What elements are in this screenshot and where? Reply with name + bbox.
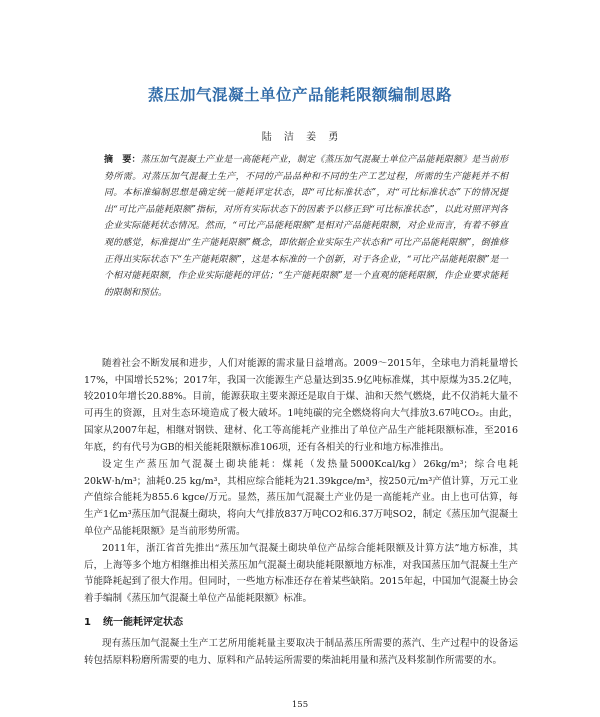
body-paragraph: 2011年，浙江省首先推出“蒸压加气混凝土砌块单位产品综合能耗限额及计算方法”地方标准，其后，上海等多个地方相继推出相关蒸压加气混凝土砌块能耗限额地方标准，对我国蒸压加气混凝土生产节能降耗起到了很大作用。但同时，一些地方标准还存在着某些缺陷。2015年起，中国加气混凝土协会着手编制《蒸压加气混凝土单位产品能耗限额》标准。 (84, 543, 518, 605)
section-heading (84, 613, 518, 628)
section-number: 1 (84, 617, 91, 628)
section-title: 统一能耗评定状态 (102, 617, 183, 628)
author-list: 陆 洁 姜 勇 (261, 132, 339, 143)
abstract-text: 蒸压加气混凝土产业是一高能耗产业，制定《蒸压加气混凝土单位产品能耗限额》是当前形势所需。对蒸压加气混凝土生产，不同的产品品种和不同的生产工艺过程，所需的生产能耗并不相同。本标准编制思想是确定统一能耗评定状态，即“可比标准状态”，对“可比标准状态”下的情况提出“可比产品能耗限额”指标，对所有实际状态下的因素予以修正到“可比标准状态”，以此对照评判各企业实际能耗状态情况。然而，“可比产品能耗限额”是相对产品能耗限额，对企业而言，有着不够直观的感觉，标准提出“生产能耗限额”概念，即依据企业实际生产状态和“可比产品能耗限额”，倒推修正得出实际状态下“生产能耗限额”，这是本标准的一个创新，对于各企业，“可比产品能耗限额”是一个相对能耗限额，作企业实际能耗的评估；“生产能耗限额”是一个直观的能耗限额，作企业要求能耗的限制和预估。 (104, 155, 508, 298)
page-number: 155 (291, 700, 309, 710)
body-paragraph: 设定生产蒸压加气混凝土砌块能耗：煤耗（发热量5000Kcal/kg）26kg/m³；综合电耗20kW·h/m³；油耗0.25 kg/m³，其相应综合能耗为21.39kgce/m³，按250元/m³产值计算，万元工业产值综合能耗为855.6 kgce/万元。显然，蒸压加气混凝土产业仍是一高能耗产业。由上也可估算，每生产1亿m³蒸压加气混凝土砌块，将向大气排放837万吨CO2和6.37万吨SO2，制定《蒸压加气混凝土单位产品能耗限额》是当前形势所需。 (84, 459, 518, 537)
body-paragraph: 随着社会不断发展和进步，人们对能源的需求量日益增高。2009～2015年，全球电力消耗量增长17%，中国增长52%；2017年，我国一次能源生产总量达到35.9亿吨标准煤，其中原煤为35.2亿吨，较2010年增长20.88%。目前，能源获取主要来源还是取自于煤、油和天然气燃烧，此不仅消耗大量不可再生的资源，且对生态环境造成了极大破坏。1吨纯碳的完全燃烧将向大气排放3.67吨CO₂。由此，国家从2007年起，相继对钢铁、建材、化工等高能耗产业推出了单位产品生产能耗限额标准，至2016年底，约有代号为GB的相关能耗限额标准106项，还有各相关的行业和地方标准推出。 (84, 358, 518, 453)
abstract-label: 摘 要： (104, 155, 141, 165)
abstract (104, 152, 508, 301)
body-paragraph: 现有蒸压加气混凝土生产工艺所用能耗量主要取决于制品蒸压所需要的蒸汽、生产过程中的设备运转包括原料粉磨所需要的电力、原料和产品转运所需要的柴油耗用量和蒸汽及料浆制作所需要的水。 (84, 638, 518, 666)
article-title: 蒸压加气混凝土单位产品能耗限额编制思路 (147, 86, 452, 104)
